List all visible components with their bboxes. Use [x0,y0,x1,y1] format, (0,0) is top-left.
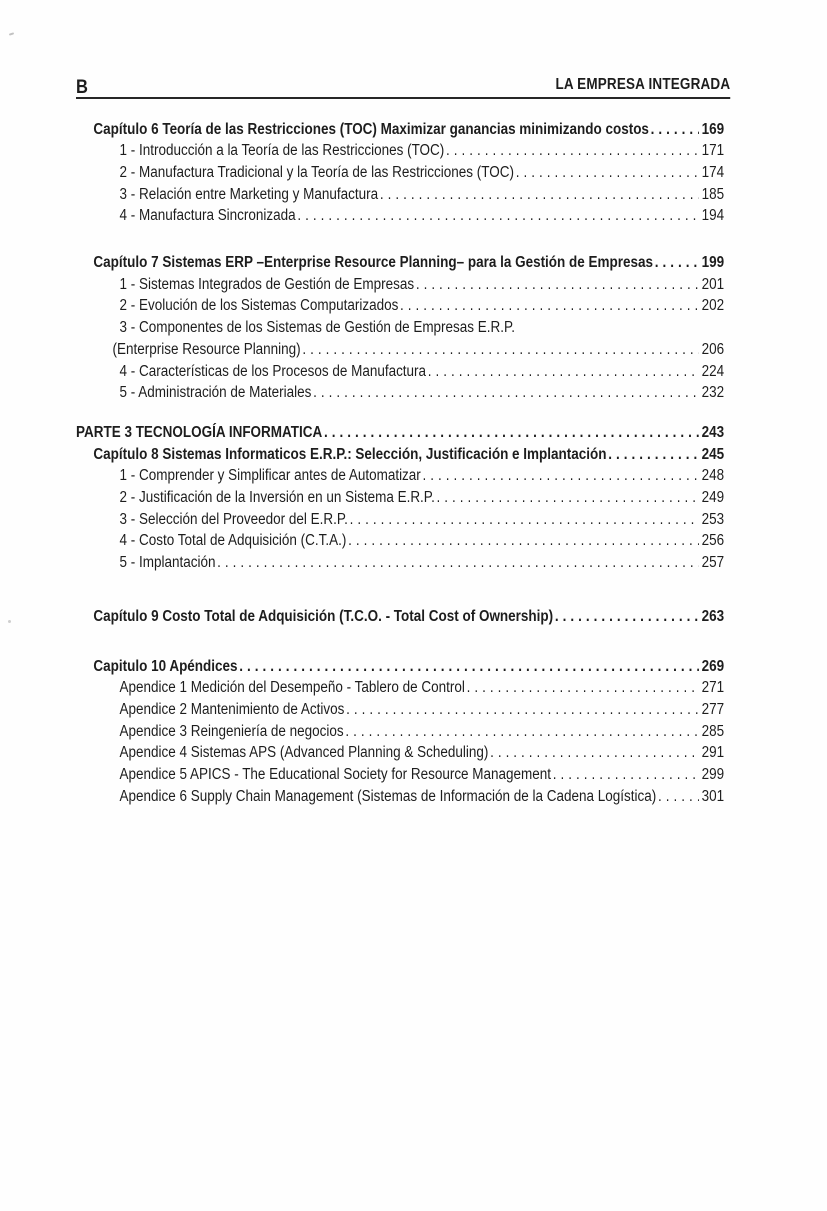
toc-entry [76,274,730,296]
toc-entry [76,382,730,404]
toc-entry [76,162,730,184]
toc-entry-title: 1 - Comprender y Simplificar antes de Automatizar [119,467,421,485]
toc-entry [76,606,730,628]
toc-entry-page: 257 [701,554,725,572]
toc-entry-page: 291 [701,744,725,762]
dot-leader [649,119,699,141]
dot-leader [398,295,699,317]
toc-section [76,422,730,574]
toc-entry [76,487,730,509]
toc-entry-page: 202 [701,297,725,315]
book-title: LA EMPRESA INTEGRADA [555,76,731,93]
dot-leader [215,552,699,574]
dot-leader [514,162,699,184]
toc-entry [76,119,730,141]
toc-entry-title: Capítulo 6 Teoría de las Restricciones (TOC) Maximizar ganancias minimizando costos [93,120,649,138]
toc-entry-page: 201 [701,275,725,293]
toc-entry-title: 2 - Evolución de los Sistemas Computarizados [119,297,399,315]
toc-entry-page: 194 [701,207,725,225]
toc-entry-title: 3 - Selección del Proveedor del E.R.P. [119,510,348,528]
toc-entry-title: 1 - Introducción a la Teoría de las Restricciones (TOC) [119,142,445,160]
page-content [76,0,730,807]
toc-entry-title: 2 - Manufactura Tradicional y la Teoría de las Restricciones (TOC) [119,163,514,181]
toc-entry-title: Capítulo 9 Costo Total de Adquisición (T.C.O. - Total Cost of Ownership) [93,607,554,625]
dot-leader [344,721,699,743]
toc-entry-page: 249 [701,489,725,507]
toc-entry [76,140,730,162]
toc-entry [76,721,730,743]
toc-entry-page: 185 [701,185,725,203]
toc-section [76,656,730,808]
toc-entry-title: 3 - Componentes de los Sistemas de Gestión de Empresas E.R.P. [119,319,516,337]
running-header [76,77,730,99]
toc-entry-title: 4 - Manufactura Sincronizada [119,207,296,225]
toc-entry-title: Apendice 6 Supply Chain Management (Sistemas de Información de la Cadena Logística) [119,787,657,805]
dot-leader [606,444,699,466]
toc-section [76,119,730,228]
table-of-contents [76,119,730,808]
dot-leader [322,422,699,444]
toc-entry [76,252,730,274]
toc-entry-title: 3 - Relación entre Marketing y Manufactura [119,185,379,203]
toc-entry [76,530,730,552]
toc-entry-page: 301 [701,787,725,805]
toc-entry-page: 263 [701,607,725,625]
dot-leader [238,656,700,678]
dot-leader [378,184,699,206]
toc-entry [76,699,730,721]
dot-leader [296,205,699,227]
toc-entry-page: 256 [701,532,725,550]
toc-entry [76,764,730,786]
dot-leader [444,140,699,162]
toc-entry-page: 248 [701,467,725,485]
toc-entry [76,786,730,808]
toc-entry-title: 1 - Sistemas Integrados de Gestión de Empresas [119,275,415,293]
dot-leader [301,339,699,361]
toc-entry-page: 285 [701,722,725,740]
toc-entry [76,295,730,317]
toc-entry-page: 232 [701,384,725,402]
toc-entry [76,465,730,487]
toc-entry-title: 4 - Características de los Procesos de Manufactura [119,362,427,380]
toc-entry [76,317,730,339]
dot-leader [348,509,699,531]
toc-entry-page: 299 [701,766,725,784]
toc-entry [76,205,730,227]
dot-leader [653,252,699,274]
toc-entry-title: 5 - Implantación [119,554,216,572]
dot-leader [435,487,699,509]
dot-leader [488,742,699,764]
toc-entry [76,444,730,466]
toc-entry [76,552,730,574]
toc-entry-title: Apendice 3 Reingeniería de negocios [119,722,344,740]
toc-entry-title: 4 - Costo Total de Adquisición (C.T.A.) [119,532,347,550]
toc-section [76,606,730,628]
dot-leader [421,465,699,487]
toc-entry-page: 174 [701,163,725,181]
dot-leader [311,382,699,404]
toc-entry-page: 169 [701,120,725,138]
toc-entry-page: 171 [701,142,725,160]
dot-leader [426,361,699,383]
toc-entry-title: Capitulo 10 Apéndices [93,657,238,675]
toc-entry [76,339,730,361]
toc-section [76,252,730,404]
toc-entry [76,656,730,678]
toc-entry [76,361,730,383]
dot-leader [656,786,699,808]
toc-entry [76,509,730,531]
dot-leader [465,677,699,699]
toc-entry-title: Capítulo 8 Sistemas Informaticos E.R.P.: Selección, Justificación e Implantación [93,445,607,463]
toc-entry-title: 5 - Administración de Materiales [119,384,312,402]
toc-entry-page: 245 [701,445,725,463]
section-letter: B [76,76,88,98]
dot-leader [346,530,699,552]
toc-entry [76,184,730,206]
toc-entry-page: 224 [701,362,725,380]
toc-entry-title: Apendice 4 Sistemas APS (Advanced Planning & Scheduling) [119,744,489,762]
toc-entry-title: (Enterprise Resource Planning) [112,340,301,358]
dot-leader [414,274,699,296]
toc-entry-title: Capítulo 7 Sistemas ERP –Enterprise Resource Planning– para la Gestión de Empresas [93,254,653,272]
toc-entry-page: 243 [701,423,725,441]
toc-entry [76,742,730,764]
toc-entry [76,422,730,444]
dot-leader [553,606,699,628]
toc-entry-page: 269 [701,657,725,675]
toc-entry-title: Apendice 1 Medición del Desempeño - Tablero de Control [119,679,465,697]
toc-entry-page: 271 [701,679,725,697]
toc-entry-title: Apendice 5 APICS - The Educational Society for Resource Management [119,766,552,784]
scan-artifact-middle [8,620,11,623]
scan-artifact-top [9,32,14,35]
toc-entry-title: PARTE 3 TECNOLOGÍA INFORMATICA [76,423,323,441]
toc-entry-page: 206 [701,340,725,358]
toc-entry-title: Apendice 2 Mantenimiento de Activos [119,700,345,718]
toc-entry-page: 277 [701,700,725,718]
toc-entry-page: 253 [701,510,725,528]
toc-entry-title: 2 - Justificación de la Inversión en un Sistema E.R.P. [119,489,435,507]
toc-entry-page: 199 [701,254,725,272]
dot-leader [551,764,699,786]
toc-entry [76,677,730,699]
dot-leader [344,699,699,721]
